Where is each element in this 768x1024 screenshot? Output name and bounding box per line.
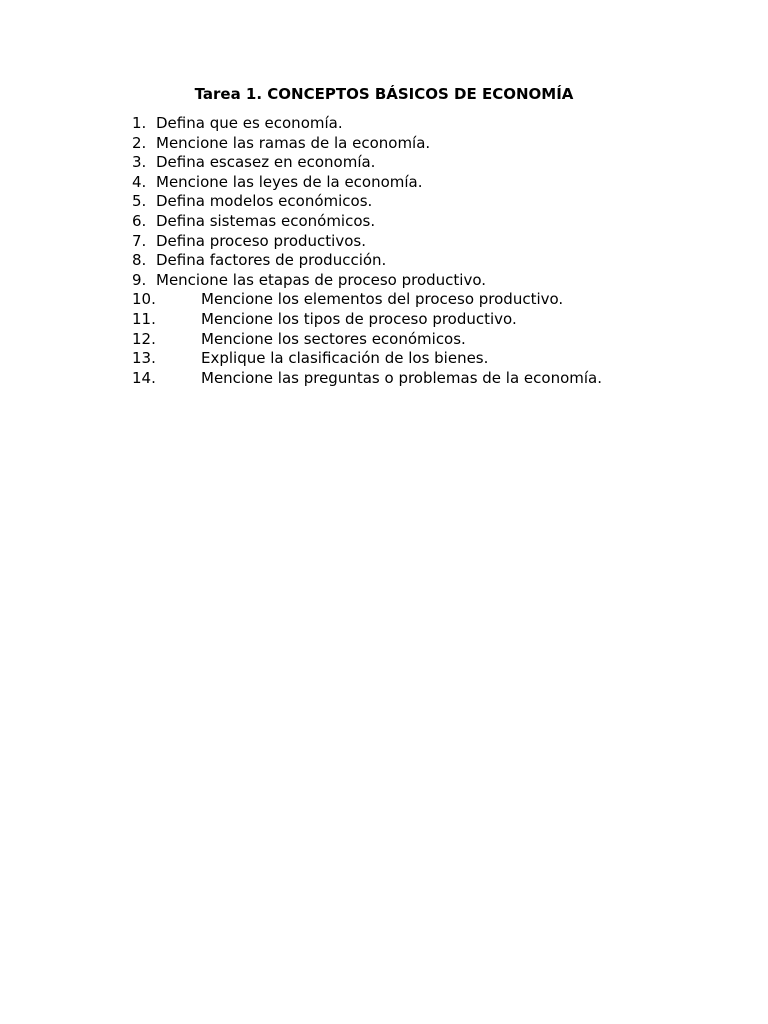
- list-item-number: 5.: [132, 192, 147, 211]
- list-item-number: 3.: [132, 153, 147, 172]
- list-item-text: Mencione las ramas de la economía.: [156, 133, 431, 152]
- list-item-text: Defina que es economía.: [156, 114, 343, 132]
- list-item-text: Mencione los tipos de proceso productivo.: [201, 309, 517, 328]
- list-item-number: 13.: [132, 349, 156, 368]
- list-item-text: Mencione las etapas de proceso productivo.: [156, 270, 487, 289]
- list-item-text: Mencione los elementos del proceso productivo.: [201, 290, 564, 309]
- document-title: Tarea 1. CONCEPTOS BÁSICOS DE ECONOMÍA: [194, 85, 574, 103]
- list-item-number: 6.: [132, 211, 147, 230]
- list-item-number: 2.: [132, 133, 147, 152]
- list-item-number: 8.: [132, 251, 147, 270]
- list-item-text: Mencione las preguntas o problemas de la economía.: [201, 368, 603, 387]
- list-item-text: Defina escasez en economía.: [156, 153, 376, 172]
- list-item-text: Defina modelos económicos.: [156, 192, 373, 211]
- list-item-number: 11.: [132, 309, 156, 328]
- list-item-number: 12.: [132, 329, 156, 348]
- list-item-number: 14.: [132, 368, 156, 387]
- list-item-number: 7.: [132, 231, 147, 250]
- list-item-text: Defina proceso productivos.: [156, 231, 366, 250]
- list-item-number: 4.: [132, 172, 147, 191]
- list-item-text: Explique la clasificación de los bienes.: [201, 349, 489, 368]
- list-item-number: 10.: [132, 290, 156, 309]
- list-item-text: Mencione los sectores económicos.: [201, 329, 466, 348]
- list-item-text: Mencione las leyes de la economía.: [156, 172, 423, 191]
- list-item-text: Defina sistemas económicos.: [156, 211, 376, 230]
- list-item-number: 1.: [132, 114, 147, 132]
- list-item-text: Defina factores de producción.: [156, 251, 387, 270]
- list-item-number: 9.: [132, 270, 147, 289]
